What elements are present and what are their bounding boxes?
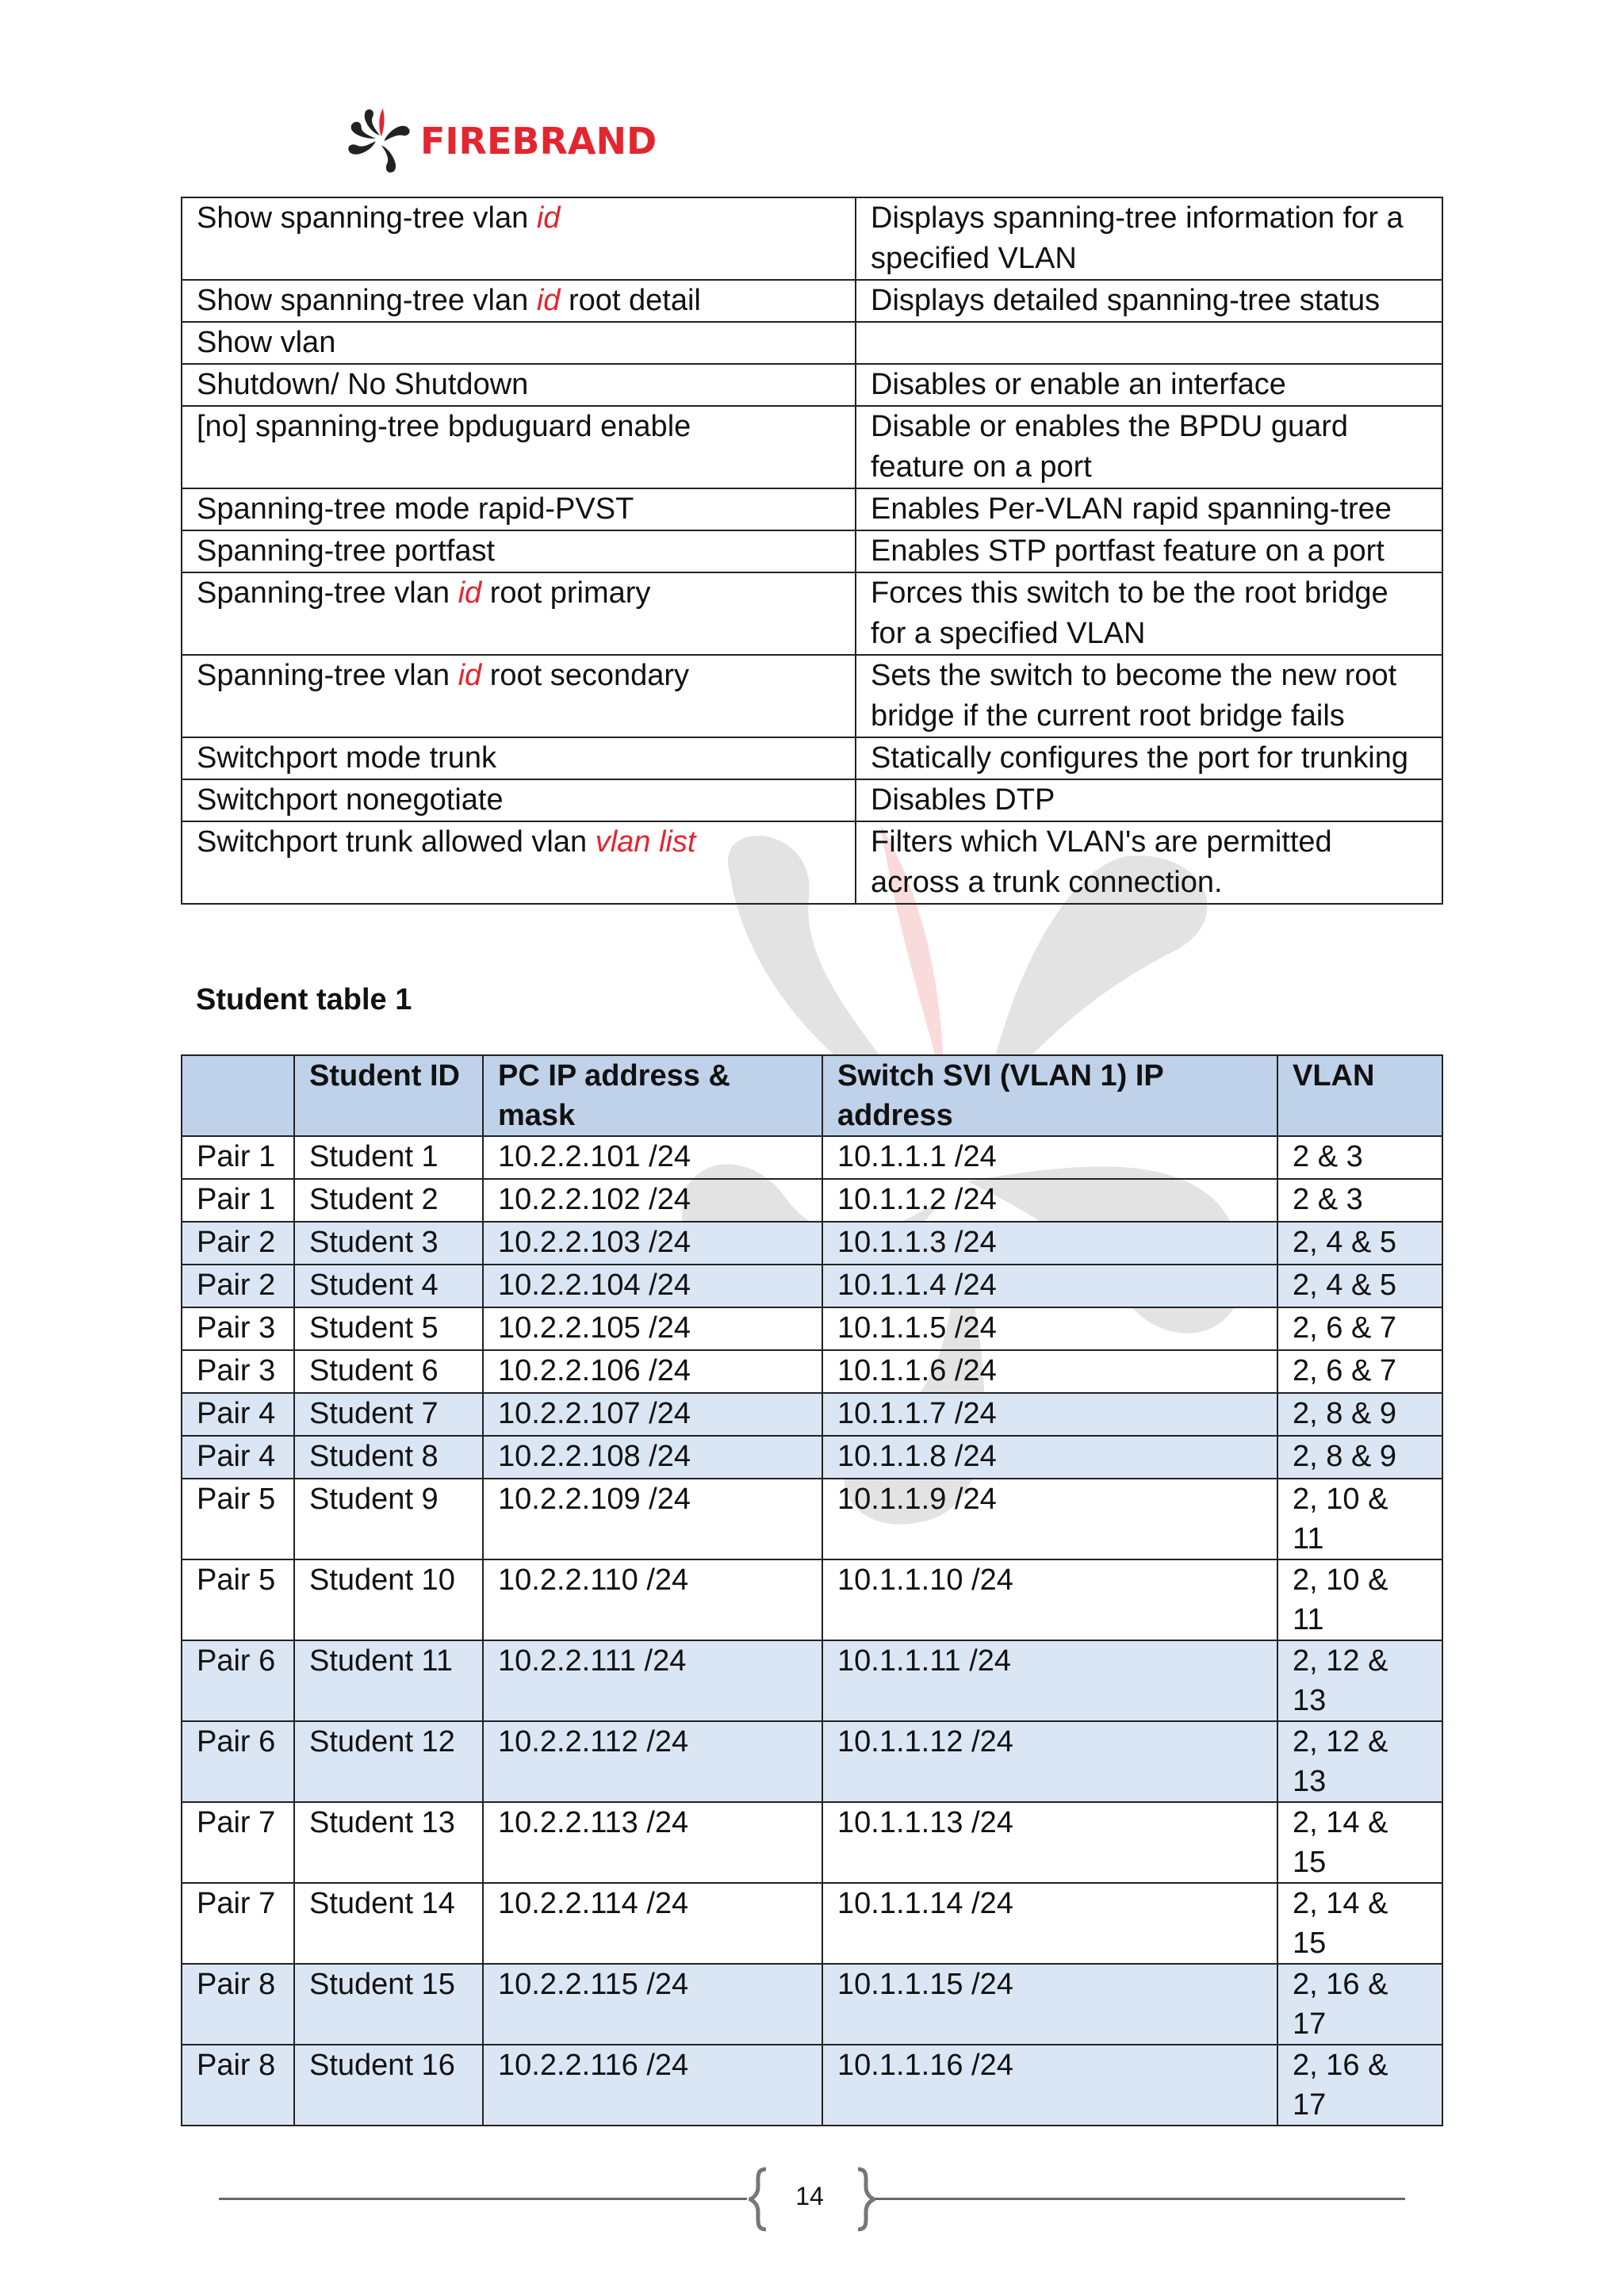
table-cell: 10.2.2.109 /24 <box>483 1479 822 1559</box>
table-cell: Pair 4 <box>182 1436 294 1479</box>
command-cell <box>182 530 856 572</box>
table-cell: 2, 16 & 17 <box>1277 2045 1442 2126</box>
command-cell <box>182 364 856 406</box>
table-cell: 10.1.1.10 /24 <box>822 1559 1277 1640</box>
command-row <box>182 779 1442 821</box>
command-row <box>182 572 1442 655</box>
table-cell: 10.2.2.113 /24 <box>483 1802 822 1883</box>
header-cell: Switch SVI (VLAN 1) IP address <box>822 1055 1277 1136</box>
command-text: Show spanning-tree vlan <box>197 284 537 317</box>
command-cell <box>182 779 856 821</box>
table-cell: Student 12 <box>294 1721 483 1802</box>
command-cell <box>182 197 856 280</box>
table-cell: 10.1.1.7 /24 <box>822 1393 1277 1436</box>
command-text: Spanning-tree vlan <box>197 576 458 610</box>
command-variable: id <box>458 576 482 610</box>
table-cell: 10.1.1.1 /24 <box>822 1136 1277 1179</box>
table-cell: Pair 7 <box>182 1802 294 1883</box>
command-row <box>182 655 1442 737</box>
table-cell: 10.1.1.9 /24 <box>822 1479 1277 1559</box>
table-row <box>182 1479 1442 1559</box>
command-cell <box>182 488 856 530</box>
footer-rule-left <box>219 2198 747 2200</box>
command-description: Filters which VLAN's are permitted across a trunk connection. <box>856 821 1442 904</box>
table-cell: 10.1.1.14 /24 <box>822 1883 1277 1964</box>
command-row <box>182 530 1442 572</box>
command-text-suffix: root secondary <box>481 659 690 692</box>
command-description: Displays spanning-tree information for a specified VLAN <box>856 197 1442 280</box>
command-cell <box>182 572 856 655</box>
command-description: Statically configures the port for trunking <box>856 737 1442 779</box>
table-row <box>182 1559 1442 1640</box>
table-cell: Student 9 <box>294 1479 483 1559</box>
table-cell: 10.1.1.15 /24 <box>822 1964 1277 2045</box>
table-cell: Pair 5 <box>182 1559 294 1640</box>
command-variable: vlan list <box>595 825 696 859</box>
table-cell: Student 10 <box>294 1559 483 1640</box>
table-cell: Pair 1 <box>182 1136 294 1179</box>
command-text: Switchport trunk allowed vlan <box>197 825 596 859</box>
command-text: Spanning-tree vlan <box>197 659 458 692</box>
table-row <box>182 1721 1442 1802</box>
table-cell: Pair 4 <box>182 1393 294 1436</box>
command-cell <box>182 737 856 779</box>
header-cell: VLAN <box>1277 1055 1442 1136</box>
student-table <box>181 1054 1443 2126</box>
command-text: Show spanning-tree vlan <box>197 201 537 235</box>
command-cell <box>182 322 856 364</box>
command-text: Shutdown/ No Shutdown <box>197 368 529 401</box>
table-cell: Student 1 <box>294 1136 483 1179</box>
table-cell: Student 4 <box>294 1265 483 1307</box>
header-cell <box>182 1055 294 1136</box>
command-description <box>856 322 1442 364</box>
command-text: Spanning-tree mode rapid-PVST <box>197 492 634 526</box>
table-cell: Pair 3 <box>182 1350 294 1393</box>
table-cell: Pair 2 <box>182 1265 294 1307</box>
table-cell: Student 5 <box>294 1307 483 1350</box>
command-table <box>181 197 1443 905</box>
command-row <box>182 737 1442 779</box>
table-cell: 10.1.1.3 /24 <box>822 1222 1277 1265</box>
header-cell: PC IP address & mask <box>483 1055 822 1136</box>
table-cell: Pair 8 <box>182 1964 294 2045</box>
table-cell: Pair 1 <box>182 1179 294 1222</box>
table-cell: 10.1.1.11 /24 <box>822 1640 1277 1721</box>
table-cell: 2, 10 & 11 <box>1277 1559 1442 1640</box>
header-cell: Student ID <box>294 1055 483 1136</box>
table-cell: Pair 2 <box>182 1222 294 1265</box>
footer-rule-right <box>874 2198 1405 2200</box>
command-description: Disables DTP <box>856 779 1442 821</box>
table-cell: 10.2.2.104 /24 <box>483 1265 822 1307</box>
table-cell: 10.2.2.111 /24 <box>483 1640 822 1721</box>
command-row <box>182 821 1442 904</box>
table-cell: 10.2.2.106 /24 <box>483 1350 822 1393</box>
table-row <box>182 1436 1442 1479</box>
firebrand-logo <box>344 101 657 181</box>
page-footer <box>219 2166 1405 2229</box>
table-row <box>182 1222 1442 1265</box>
table-cell: 10.1.1.4 /24 <box>822 1265 1277 1307</box>
table-cell: Student 13 <box>294 1802 483 1883</box>
table-row <box>182 1964 1442 2045</box>
table-cell: Student 2 <box>294 1179 483 1222</box>
table-row <box>182 1136 1442 1179</box>
command-text: Switchport nonegotiate <box>197 783 504 817</box>
table-cell: 2, 6 & 7 <box>1277 1350 1442 1393</box>
table-row <box>182 1265 1442 1307</box>
command-description: Forces this switch to be the root bridge for a specified VLAN <box>856 572 1442 655</box>
table-row <box>182 1883 1442 1964</box>
command-row <box>182 364 1442 406</box>
table-cell: 2, 8 & 9 <box>1277 1393 1442 1436</box>
command-description: Sets the switch to become the new root bridge if the current root bridge fails <box>856 655 1442 737</box>
table-cell: 10.1.1.12 /24 <box>822 1721 1277 1802</box>
command-text: Spanning-tree portfast <box>197 534 496 568</box>
command-description: Disable or enables the BPDU guard feature on a port <box>856 406 1442 488</box>
command-text: Switchport mode trunk <box>197 741 497 775</box>
command-row <box>182 197 1442 280</box>
table-cell: Student 14 <box>294 1883 483 1964</box>
table-cell: Student 16 <box>294 2045 483 2126</box>
command-text-suffix: root detail <box>560 284 701 317</box>
page-number: 14 <box>795 2182 824 2210</box>
table-cell: 2, 6 & 7 <box>1277 1307 1442 1350</box>
table-row <box>182 1307 1442 1350</box>
table-cell: 2, 16 & 17 <box>1277 1964 1442 2045</box>
command-description: Displays detailed spanning-tree status <box>856 280 1442 322</box>
table-cell: Student 6 <box>294 1350 483 1393</box>
table-cell: Student 7 <box>294 1393 483 1436</box>
table-cell: 10.1.1.6 /24 <box>822 1350 1277 1393</box>
table-cell: 10.2.2.116 /24 <box>483 2045 822 2126</box>
command-variable: id <box>536 201 561 235</box>
command-cell <box>182 655 856 737</box>
table-cell: Pair 6 <box>182 1721 294 1802</box>
table-cell: 2, 4 & 5 <box>1277 1222 1442 1265</box>
table-cell: Pair 6 <box>182 1640 294 1721</box>
table-cell: 10.2.2.115 /24 <box>483 1964 822 2045</box>
command-text: Show vlan <box>197 326 336 359</box>
table-cell: 2, 12 & 13 <box>1277 1721 1442 1802</box>
table-cell: 10.2.2.102 /24 <box>483 1179 822 1222</box>
table-cell: 2, 14 & 15 <box>1277 1802 1442 1883</box>
table-cell: Student 15 <box>294 1964 483 2045</box>
table-cell: 2 & 3 <box>1277 1136 1442 1179</box>
command-row <box>182 322 1442 364</box>
table-cell: 10.1.1.8 /24 <box>822 1436 1277 1479</box>
table-cell: 2 & 3 <box>1277 1179 1442 1222</box>
table-cell: Pair 5 <box>182 1479 294 1559</box>
logo-text: FIREBRAND <box>420 120 657 163</box>
command-text-suffix: root primary <box>481 576 651 610</box>
table-cell: Student 8 <box>294 1436 483 1479</box>
table-cell: 10.2.2.112 /24 <box>483 1721 822 1802</box>
table-cell: 10.2.2.105 /24 <box>483 1307 822 1350</box>
table-cell: 10.1.1.2 /24 <box>822 1179 1277 1222</box>
table-row <box>182 1393 1442 1436</box>
command-description: Disables or enable an interface <box>856 364 1442 406</box>
command-description: Enables STP portfast feature on a port <box>856 530 1442 572</box>
table-cell: Pair 8 <box>182 2045 294 2126</box>
command-cell <box>182 406 856 488</box>
command-cell <box>182 280 856 322</box>
table-cell: 10.2.2.114 /24 <box>483 1883 822 1964</box>
table-cell: Pair 3 <box>182 1307 294 1350</box>
table-cell: 2, 10 & 11 <box>1277 1479 1442 1559</box>
student-table-header-row <box>182 1055 1442 1136</box>
table-cell: 10.2.2.101 /24 <box>483 1136 822 1179</box>
table-cell: 10.2.2.107 /24 <box>483 1393 822 1436</box>
table-row <box>182 1802 1442 1883</box>
table-cell: Pair 7 <box>182 1883 294 1964</box>
command-text: [no] spanning-tree bpduguard enable <box>197 410 691 443</box>
table-cell: Student 3 <box>294 1222 483 1265</box>
table-row <box>182 1350 1442 1393</box>
table-cell: 10.2.2.110 /24 <box>483 1559 822 1640</box>
command-cell <box>182 821 856 904</box>
table-cell: 2, 8 & 9 <box>1277 1436 1442 1479</box>
student-table-title: Student table 1 <box>196 983 412 1016</box>
table-cell: 2, 14 & 15 <box>1277 1883 1442 1964</box>
command-row <box>182 280 1442 322</box>
command-variable: id <box>536 284 561 317</box>
table-cell: 10.2.2.103 /24 <box>483 1222 822 1265</box>
table-cell: 2, 12 & 13 <box>1277 1640 1442 1721</box>
table-cell: Student 11 <box>294 1640 483 1721</box>
table-cell: 2, 4 & 5 <box>1277 1265 1442 1307</box>
command-variable: id <box>458 659 482 692</box>
table-row <box>182 1179 1442 1222</box>
table-row <box>182 2045 1442 2126</box>
command-row <box>182 488 1442 530</box>
table-row <box>182 1640 1442 1721</box>
firebrand-swirl-icon <box>344 105 416 177</box>
table-cell: 10.2.2.108 /24 <box>483 1436 822 1479</box>
table-cell: 10.1.1.13 /24 <box>822 1802 1277 1883</box>
table-cell: 10.1.1.5 /24 <box>822 1307 1277 1350</box>
command-row <box>182 406 1442 488</box>
table-cell: 10.1.1.16 /24 <box>822 2045 1277 2126</box>
command-description: Enables Per-VLAN rapid spanning-tree <box>856 488 1442 530</box>
